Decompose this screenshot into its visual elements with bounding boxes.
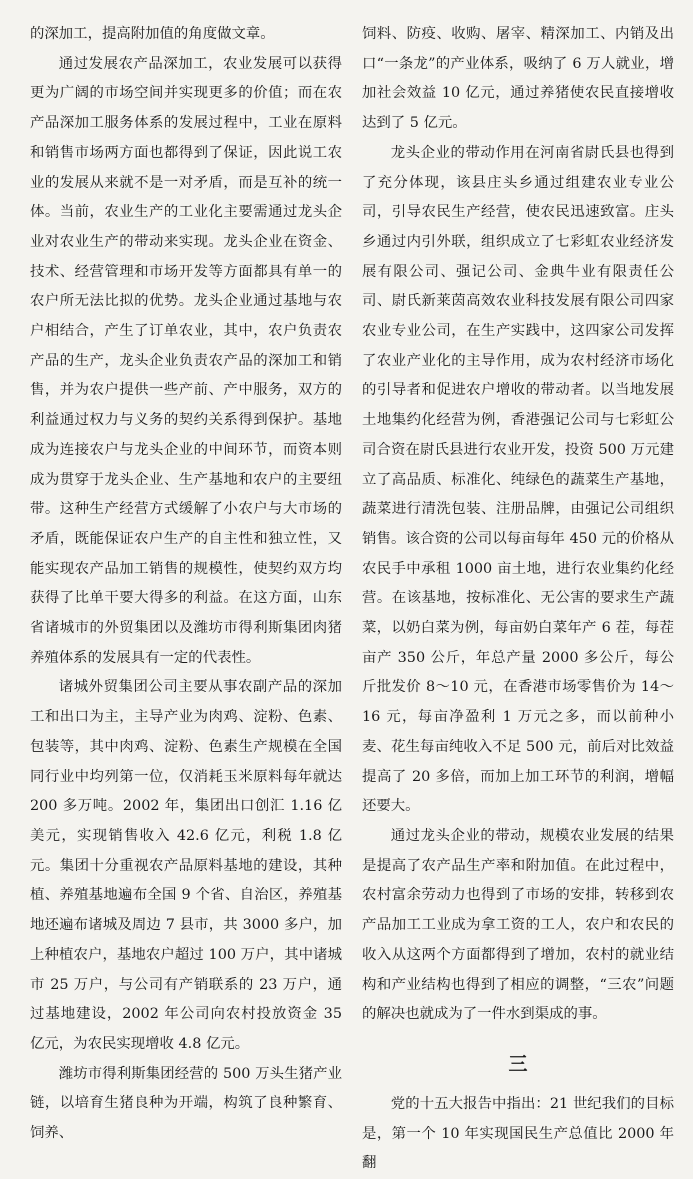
left-column <box>30 20 342 1149</box>
right-column <box>362 20 674 1179</box>
paragraph: 潍坊市得利斯集团经营的 500 万头生猪产业链，以培育生猪良种为开端，构筑了良种繁育、饲养、 <box>30 1065 342 1142</box>
paragraph: 饲料、防疫、收购、屠宰、精深加工、内销及出口“一条龙”的产业体系，吸纳了 6 万人就业，增加社会效益 10 亿元，通过养猪使农民直接增收达到了 5 亿元。 <box>362 26 674 132</box>
paragraph: 诸城外贸集团公司主要从事农副产品的深加工和出口为主，主导产业为肉鸡、淀粉、色素、包装等，其中肉鸡、淀粉、色素生产规模在全国同行业中均列第一位，仅消耗玉米原料每年就达 200 多万吨。2002 年，集团出口创汇 1.16 亿美元，实现销售收入 42.6 亿元，利税 1.8 亿元。集团十分重视农产品原料基地的建设，其种植、养殖基地遍布全国 9 个省、自治区，养殖基地还遍布诸城及周边 7 县市，共 3000 多户，加上种植农户，基地农户超过 100 万户，其中诸城市 25 万户，与公司有产销联系的 23 万户，通过基地建设，2002 年公司向农村投放资金 35 亿元，为农民实现增收 4.8 亿元。 <box>30 679 342 1052</box>
paragraph: 的深加工，提高附加值的角度做文章。 <box>30 26 275 42</box>
paragraph: 通过发展农产品深加工，农业发展可以获得更为广阔的市场空间并实现更多的价值；而在农产品深加工服务体系的发展过程中，工业在原料和销售市场两方面也都得到了保证，因此说工农业的发展从来就不是一对矛盾，而是互补的统一体。当前，农业生产的工业化主要需通过龙头企业对农业生产的带动来实现。龙头企业在资金、技术、经营管理和市场开发等方面都具有单一的农户所无法比拟的优势。龙头企业通过基地与农户相结合，产生了订单农业，其中，农户负责农产品的生产，龙头企业负责农产品的深加工和销售，并为农户提供一些产前、产中服务，双方的利益通过权力与义务的契约关系得到保护。基地成为连接农户与龙头企业的中间环节，而资本则成为贯穿于龙头企业、生产基地和农户的主要纽带。这种生产经营方式缓解了小农户与大市场的矛盾，既能保证农户生产的自主性和独立性，又能实现农产品加工销售的规模性，使契约双方均获得了比单干要大得多的利益。在这方面，山东省诸城市的外贸集团以及潍坊市得利斯集团肉猪养殖体系的发展具有一定的代表性。 <box>30 55 342 666</box>
paragraph: 龙头企业的带动作用在河南省尉氏县也得到了充分体现，该县庄头乡通过组建农业专业公司，引导农民生产经营，使农民迅速致富。庄头乡通过内引外联，组织成立了七彩虹农业经济发展有限公司、强记公司、金典牛业有限责任公司、尉氏新莱茵高效农业科技发展有限公司四家农业专业公司，在生产实践中，这四家公司发挥了农业产业化的主导作用，成为农村经济市场化的引导者和促进农户增收的带动者。以当地发展土地集约化经营为例，香港强记公司与七彩虹公司合资在尉氏县进行农业开发，投资 500 万元建立了高品质、标准化、纯绿色的蔬菜生产基地，蔬菜进行清洗包装、注册品牌，由强记公司组织销售。该合资的公司以每亩每年 450 元的价格从农民手中承租 1000 亩土地，进行农业集约化经营。在该基地，按标准化、无公害的要求生产蔬菜，以奶白菜为例，每亩奶白菜年产 6 茬，每茬亩产 350 公斤，年总产量 2000 多公斤，每公斤批发价 8～10 元，在香港市场零售价为 14～16 元，每亩净盈利 1 万元之多，而以前种小麦、花生每亩纯收入不足 500 元，前后对比效益提高了 20 多倍，而加上加工环节的利润，增幅还要大。 <box>362 144 674 815</box>
section-heading: 三 <box>508 1052 528 1075</box>
paragraph: 党的十五大报告中指出：21 世纪我们的目标是，第一个 10 年实现国民生产总值比 2000 年翻 <box>362 1095 674 1172</box>
paragraph: 通过龙头企业的带动，规模农业发展的结果是提高了农产品生产率和附加值。在此过程中，农村富余劳动力也得到了市场的安排，转移到农产品加工工业成为拿工资的工人，农户和农民的收入从这两个方面都得到了增加，农村的就业结构和产业结构也得到了相应的调整，“三农”问题的解决也就成为了一件水到渠成的事。 <box>362 827 674 1023</box>
